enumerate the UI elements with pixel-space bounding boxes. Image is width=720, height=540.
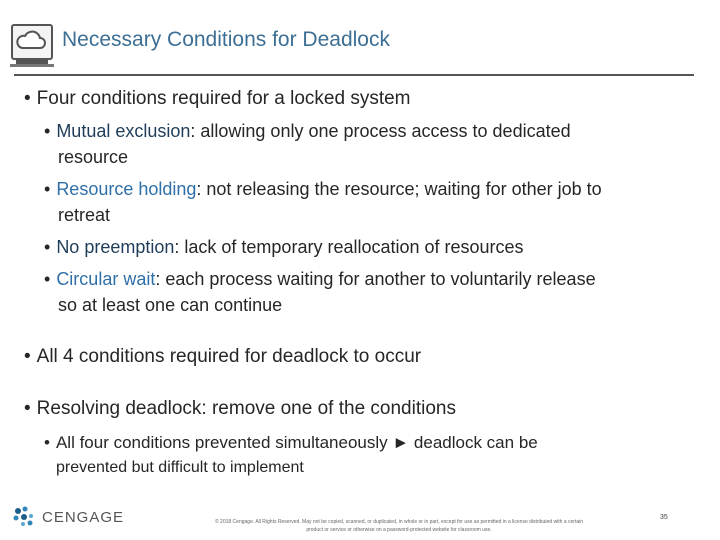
bullet-all-four-required xyxy=(24,344,421,370)
page-number: 35 xyxy=(660,514,668,521)
bullet-dot: • xyxy=(44,269,51,289)
term-circular-wait: Circular wait xyxy=(56,269,156,289)
bullet-resolving-deadlock xyxy=(24,396,456,422)
bullet-prevent-all-four xyxy=(44,430,538,456)
page-title: Necessary Conditions for Deadlock xyxy=(62,28,390,51)
bullet-text: : each process waiting for another to voluntarily release xyxy=(155,269,596,289)
bullet-text: : allowing only one process access to dedicated xyxy=(190,121,571,141)
title-divider xyxy=(14,74,694,76)
bullet-mutual-exclusion xyxy=(44,118,571,144)
bullet-text: Four conditions required for a locked system xyxy=(36,88,411,109)
bullet-text: All 4 conditions required for deadlock to occur xyxy=(36,346,422,367)
bullet-text: Resolving deadlock: remove one of the conditions xyxy=(36,398,456,419)
bullet-continuation: prevented but difficult to implement xyxy=(56,459,304,476)
bullet-four-conditions xyxy=(24,86,411,112)
bullet-continuation: so at least one can continue xyxy=(58,295,283,315)
bullet-dot: • xyxy=(44,121,51,141)
bullet-text: : lack of temporary reallocation of resources xyxy=(174,237,524,257)
term-resource-holding: Resource holding xyxy=(56,179,197,199)
bullet-dot: • xyxy=(44,433,50,452)
bullet-no-preemption xyxy=(44,234,524,260)
monitor-cloud-icon xyxy=(6,22,56,72)
bullet-dot: • xyxy=(44,237,51,257)
term-mutual-exclusion: Mutual exclusion xyxy=(56,121,191,141)
bullet-dot: • xyxy=(24,398,31,419)
term-no-preemption: No preemption xyxy=(56,237,175,257)
brand-name: CENGAGE xyxy=(42,508,125,526)
bullet-dot: • xyxy=(24,346,31,367)
cengage-logo-icon xyxy=(12,505,36,529)
bullet-resource-holding xyxy=(44,176,602,202)
bullet-circular-wait xyxy=(44,266,596,292)
bullet-text: All four conditions prevented simultaneously ► deadlock can be xyxy=(55,433,538,452)
bullet-continuation: retreat xyxy=(58,205,111,225)
copyright-notice: © 2018 Cengage. All Rights Reserved. May not be copied, scanned, or duplicated, in whole or in part, except for use as permitted in a license distributed with a certain product or service or otherwise on a password-protected website for classroom use. xyxy=(214,519,584,533)
bullet-continuation: resource xyxy=(58,147,129,167)
bullet-text: : not releasing the resource; waiting for other job to xyxy=(196,179,602,199)
bullet-dot: • xyxy=(44,179,51,199)
cengage-logo xyxy=(12,502,124,532)
bullet-dot: • xyxy=(24,88,31,109)
